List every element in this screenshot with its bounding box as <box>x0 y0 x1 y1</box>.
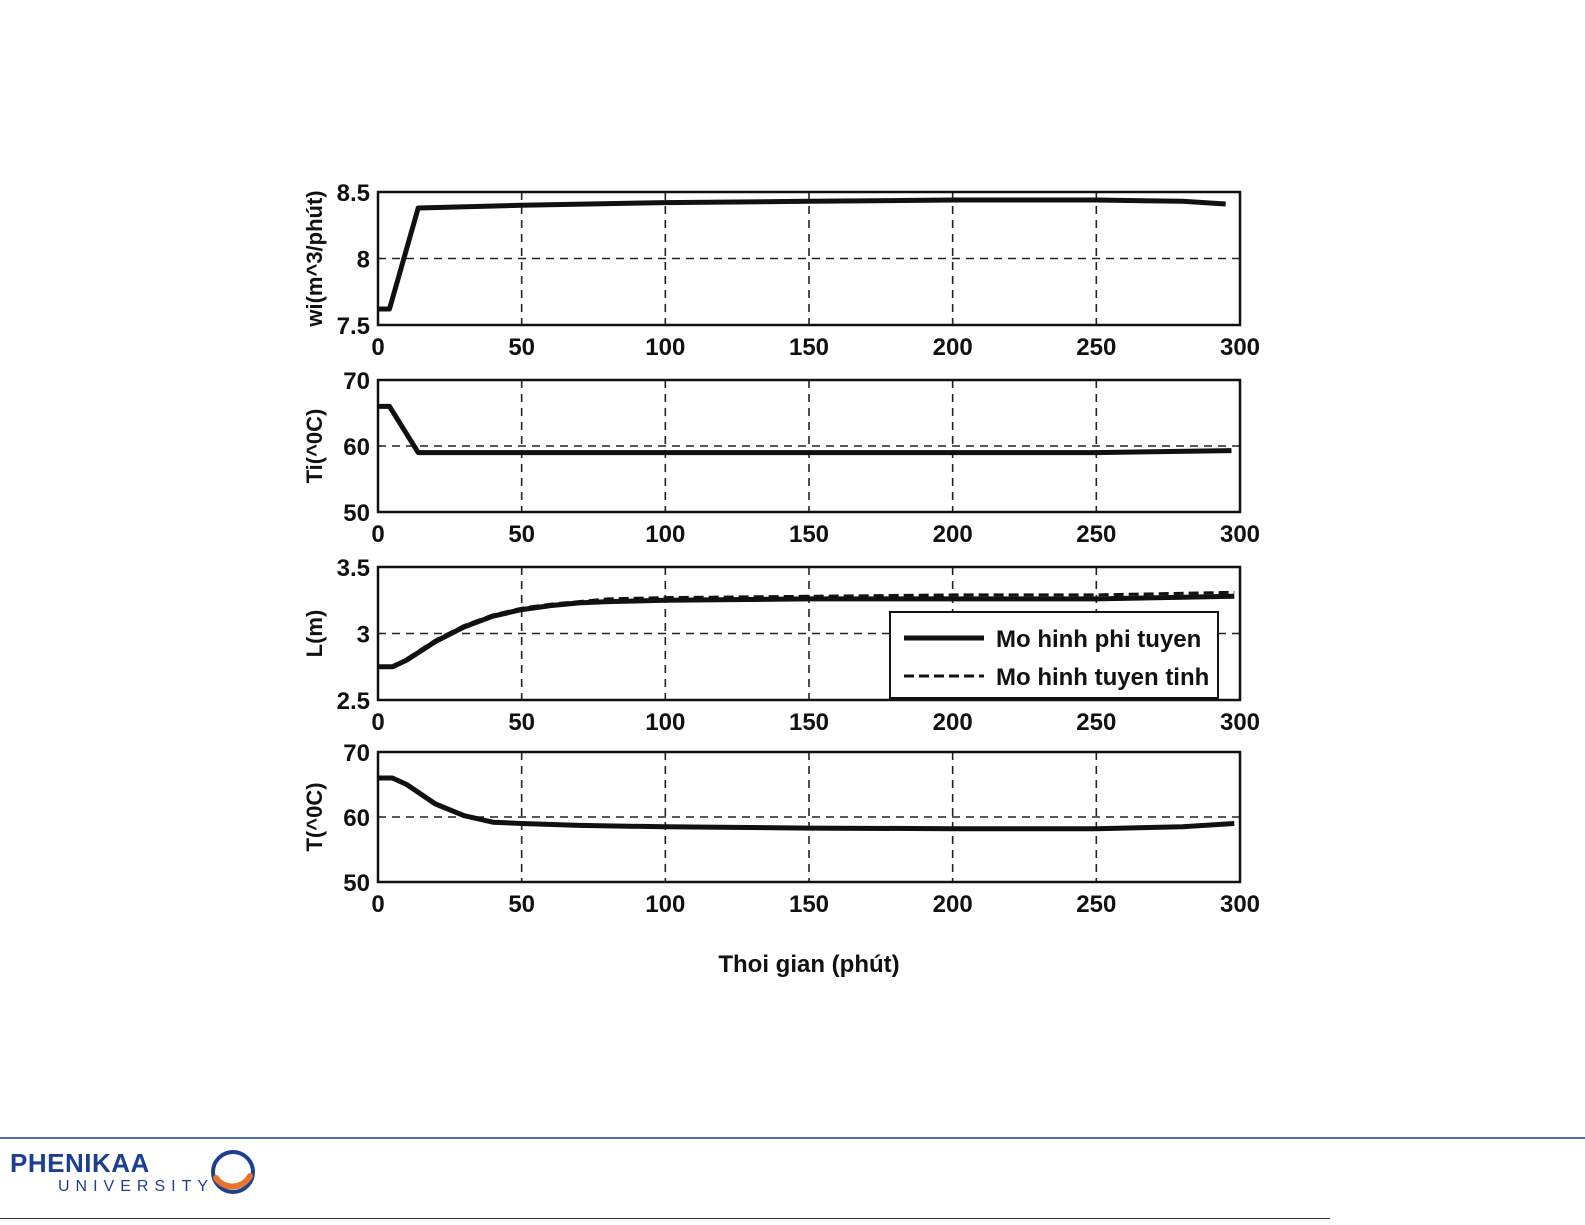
chart-panel-2 <box>302 368 1260 548</box>
series-line-1 <box>378 200 1226 309</box>
y-tick-label: 50 <box>343 870 370 897</box>
x-tick-label: 200 <box>932 334 973 361</box>
x-tick-label: 100 <box>645 891 686 918</box>
footer-divider <box>0 1137 1585 1139</box>
x-tick-label: 200 <box>932 521 973 548</box>
x-tick-label: 150 <box>788 334 830 361</box>
x-tick-label: 150 <box>788 891 830 918</box>
x-tick-label: 100 <box>645 709 686 736</box>
x-axis-label: Thoi gian (phút) <box>718 951 900 978</box>
y-tick-label: 8.5 <box>336 180 370 207</box>
x-tick-label: 50 <box>508 709 536 736</box>
y-tick-label: 7.5 <box>336 313 370 340</box>
y-tick-label: 3 <box>356 621 370 649</box>
series-line-2 <box>378 200 1226 309</box>
x-tick-label: 250 <box>1076 521 1117 548</box>
y-axis-label: L(m) <box>302 609 327 658</box>
x-tick-label: 150 <box>788 521 830 548</box>
legend <box>890 612 1218 698</box>
x-tick-label: 200 <box>932 891 973 918</box>
x-tick-label: 300 <box>1219 709 1261 736</box>
chart-panel-1 <box>302 180 1260 361</box>
x-tick-label: 50 <box>508 891 536 918</box>
x-tick-label: 100 <box>645 521 686 548</box>
y-tick-label: 2.5 <box>336 688 370 715</box>
x-tick-label: 200 <box>932 709 973 736</box>
x-tick-label: 0 <box>371 521 385 548</box>
y-tick-label: 50 <box>343 500 370 527</box>
phenikaa-logo <box>10 1148 270 1204</box>
logo-subtitle: UNIVERSITY <box>58 1178 215 1195</box>
y-tick-label: 60 <box>343 434 370 461</box>
x-tick-label: 100 <box>645 334 686 361</box>
legend-label: Mo hinh tuyen tinh <box>996 664 1210 691</box>
y-axis-label: T(^0C) <box>302 782 327 852</box>
x-tick-label: 250 <box>1076 709 1117 736</box>
chart-panel-4 <box>302 740 1260 978</box>
y-tick-label: 70 <box>343 368 370 395</box>
series-line-1 <box>378 778 1234 829</box>
chart-panel-3 <box>302 555 1260 736</box>
x-tick-label: 150 <box>788 709 830 736</box>
x-tick-label: 0 <box>371 891 385 918</box>
y-tick-label: 60 <box>343 805 370 832</box>
x-tick-label: 0 <box>371 334 385 361</box>
x-tick-label: 250 <box>1076 891 1117 918</box>
x-tick-label: 300 <box>1219 334 1261 361</box>
logo-wordmark: PHENIKAA <box>10 1148 150 1178</box>
y-axis-label: wi(m^3/phút) <box>302 190 327 327</box>
x-tick-label: 50 <box>508 521 536 548</box>
x-tick-label: 250 <box>1076 334 1117 361</box>
y-tick-label: 8 <box>356 246 370 274</box>
x-tick-label: 300 <box>1219 891 1261 918</box>
x-tick-label: 0 <box>371 709 385 736</box>
x-tick-label: 50 <box>508 334 536 361</box>
y-tick-label: 3.5 <box>336 555 370 582</box>
y-axis-label: Ti(^0C) <box>302 408 327 484</box>
y-tick-label: 70 <box>343 740 370 767</box>
footer-bottom-rule <box>0 1218 1330 1219</box>
logo-ring-icon <box>206 1148 260 1196</box>
x-tick-label: 300 <box>1219 521 1261 548</box>
legend-label: Mo hinh phi tuyen <box>996 626 1202 653</box>
